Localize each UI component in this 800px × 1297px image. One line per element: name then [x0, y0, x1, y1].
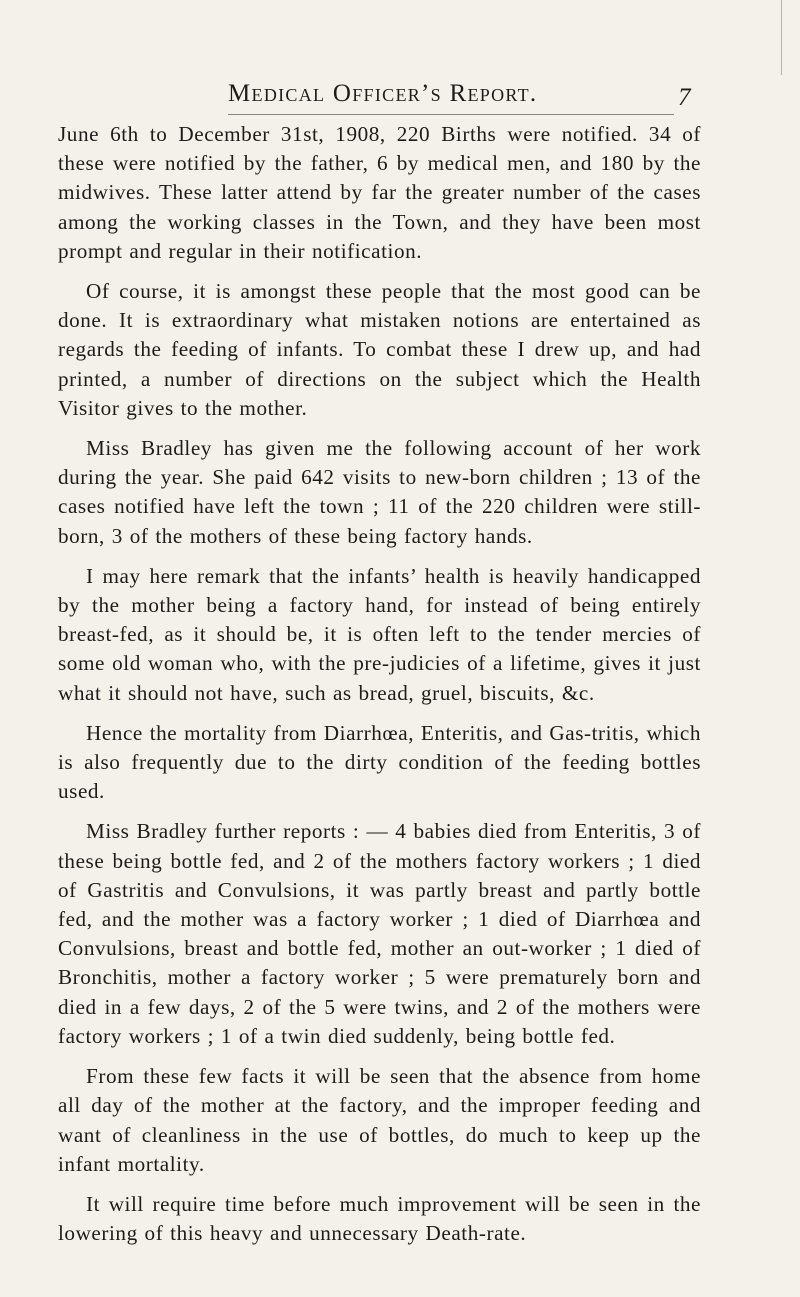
paragraph-mortality-causes: Hence the mortality from Diarrhœa, Enteritis, and Gas-tritis, which is also frequently due to the dirty condition of the feeding bottles used. — [58, 720, 701, 804]
paragraph-births-notified: June 6th to December 31st, 1908, 220 Births were notified. 34 of these were notified by the father, 6 by medical men, and 180 by the midwives. These latter attend by far the greater number of the cases among the working classes in the Town, and they have been most prompt and regular in their notification. — [58, 122, 701, 263]
paragraph-factory-hand-remark: I may here remark that the infants’ health is heavily handicapped by the mother being a factory hand, for instead of being entirely breast-fed, as it should be, it is often left to the tender mercies of some old woman who, with the pre-judicies of a lifetime, gives it just what it should not have, such as bread, gruel, biscuits, &c. — [58, 563, 701, 705]
running-head — [228, 80, 708, 116]
paragraph-conclusion-facts: From these few facts it will be seen that the absence from home all day of the mother at the factory, and the improper feeding and want of cleanliness in the use of bottles, do much to keep up the infant mortality. — [58, 1064, 701, 1176]
body-text — [58, 120, 701, 1259]
report-title: Medical Officer’s Report. — [228, 80, 538, 107]
page-edge-line — [781, 0, 782, 75]
paragraph-death-rate: It will require time before much improvement will be seen in the lowering of this heavy and unnecessary Death-rate. — [58, 1191, 701, 1246]
paragraph-health-visitor-account: Miss Bradley has given me the following account of her work during the year. She paid 642 visits to new-born children ; 13 of the cases notified have left the town ; 11 of the 220 children were still-born, 3 of the mothers of these being factory hands. — [58, 436, 701, 548]
paragraph-further-reports: Miss Bradley further reports : — 4 babies died from Enteritis, 3 of these being bottle fed, and 2 of the mothers factory workers ; 1 died of Gastritis and Convulsions, it was partly breast and partly bottle fed, and the mother was a factory worker ; 1 died of Diarrhœa and Convulsions, breast and bottle fed, mother an out-worker ; 1 died of Bronchitis, mother a factory worker ; 5 were prematurely born and died in a few days, 2 of the 5 were twins, and 2 of the mothers were factory workers ; 1 of a twin died suddenly, being bottle fed. — [58, 819, 701, 1048]
paragraph-feeding-notions: Of course, it is amongst these people that the most good can be done. It is extraordinary what mistaken notions are entertained as regards the feeding of infants. To combat these I drew up, and had printed, a number of directions on the subject which the Health Visitor gives to the mother. — [58, 279, 701, 420]
header-rule — [228, 114, 674, 115]
page-number: 7 — [678, 84, 691, 111]
